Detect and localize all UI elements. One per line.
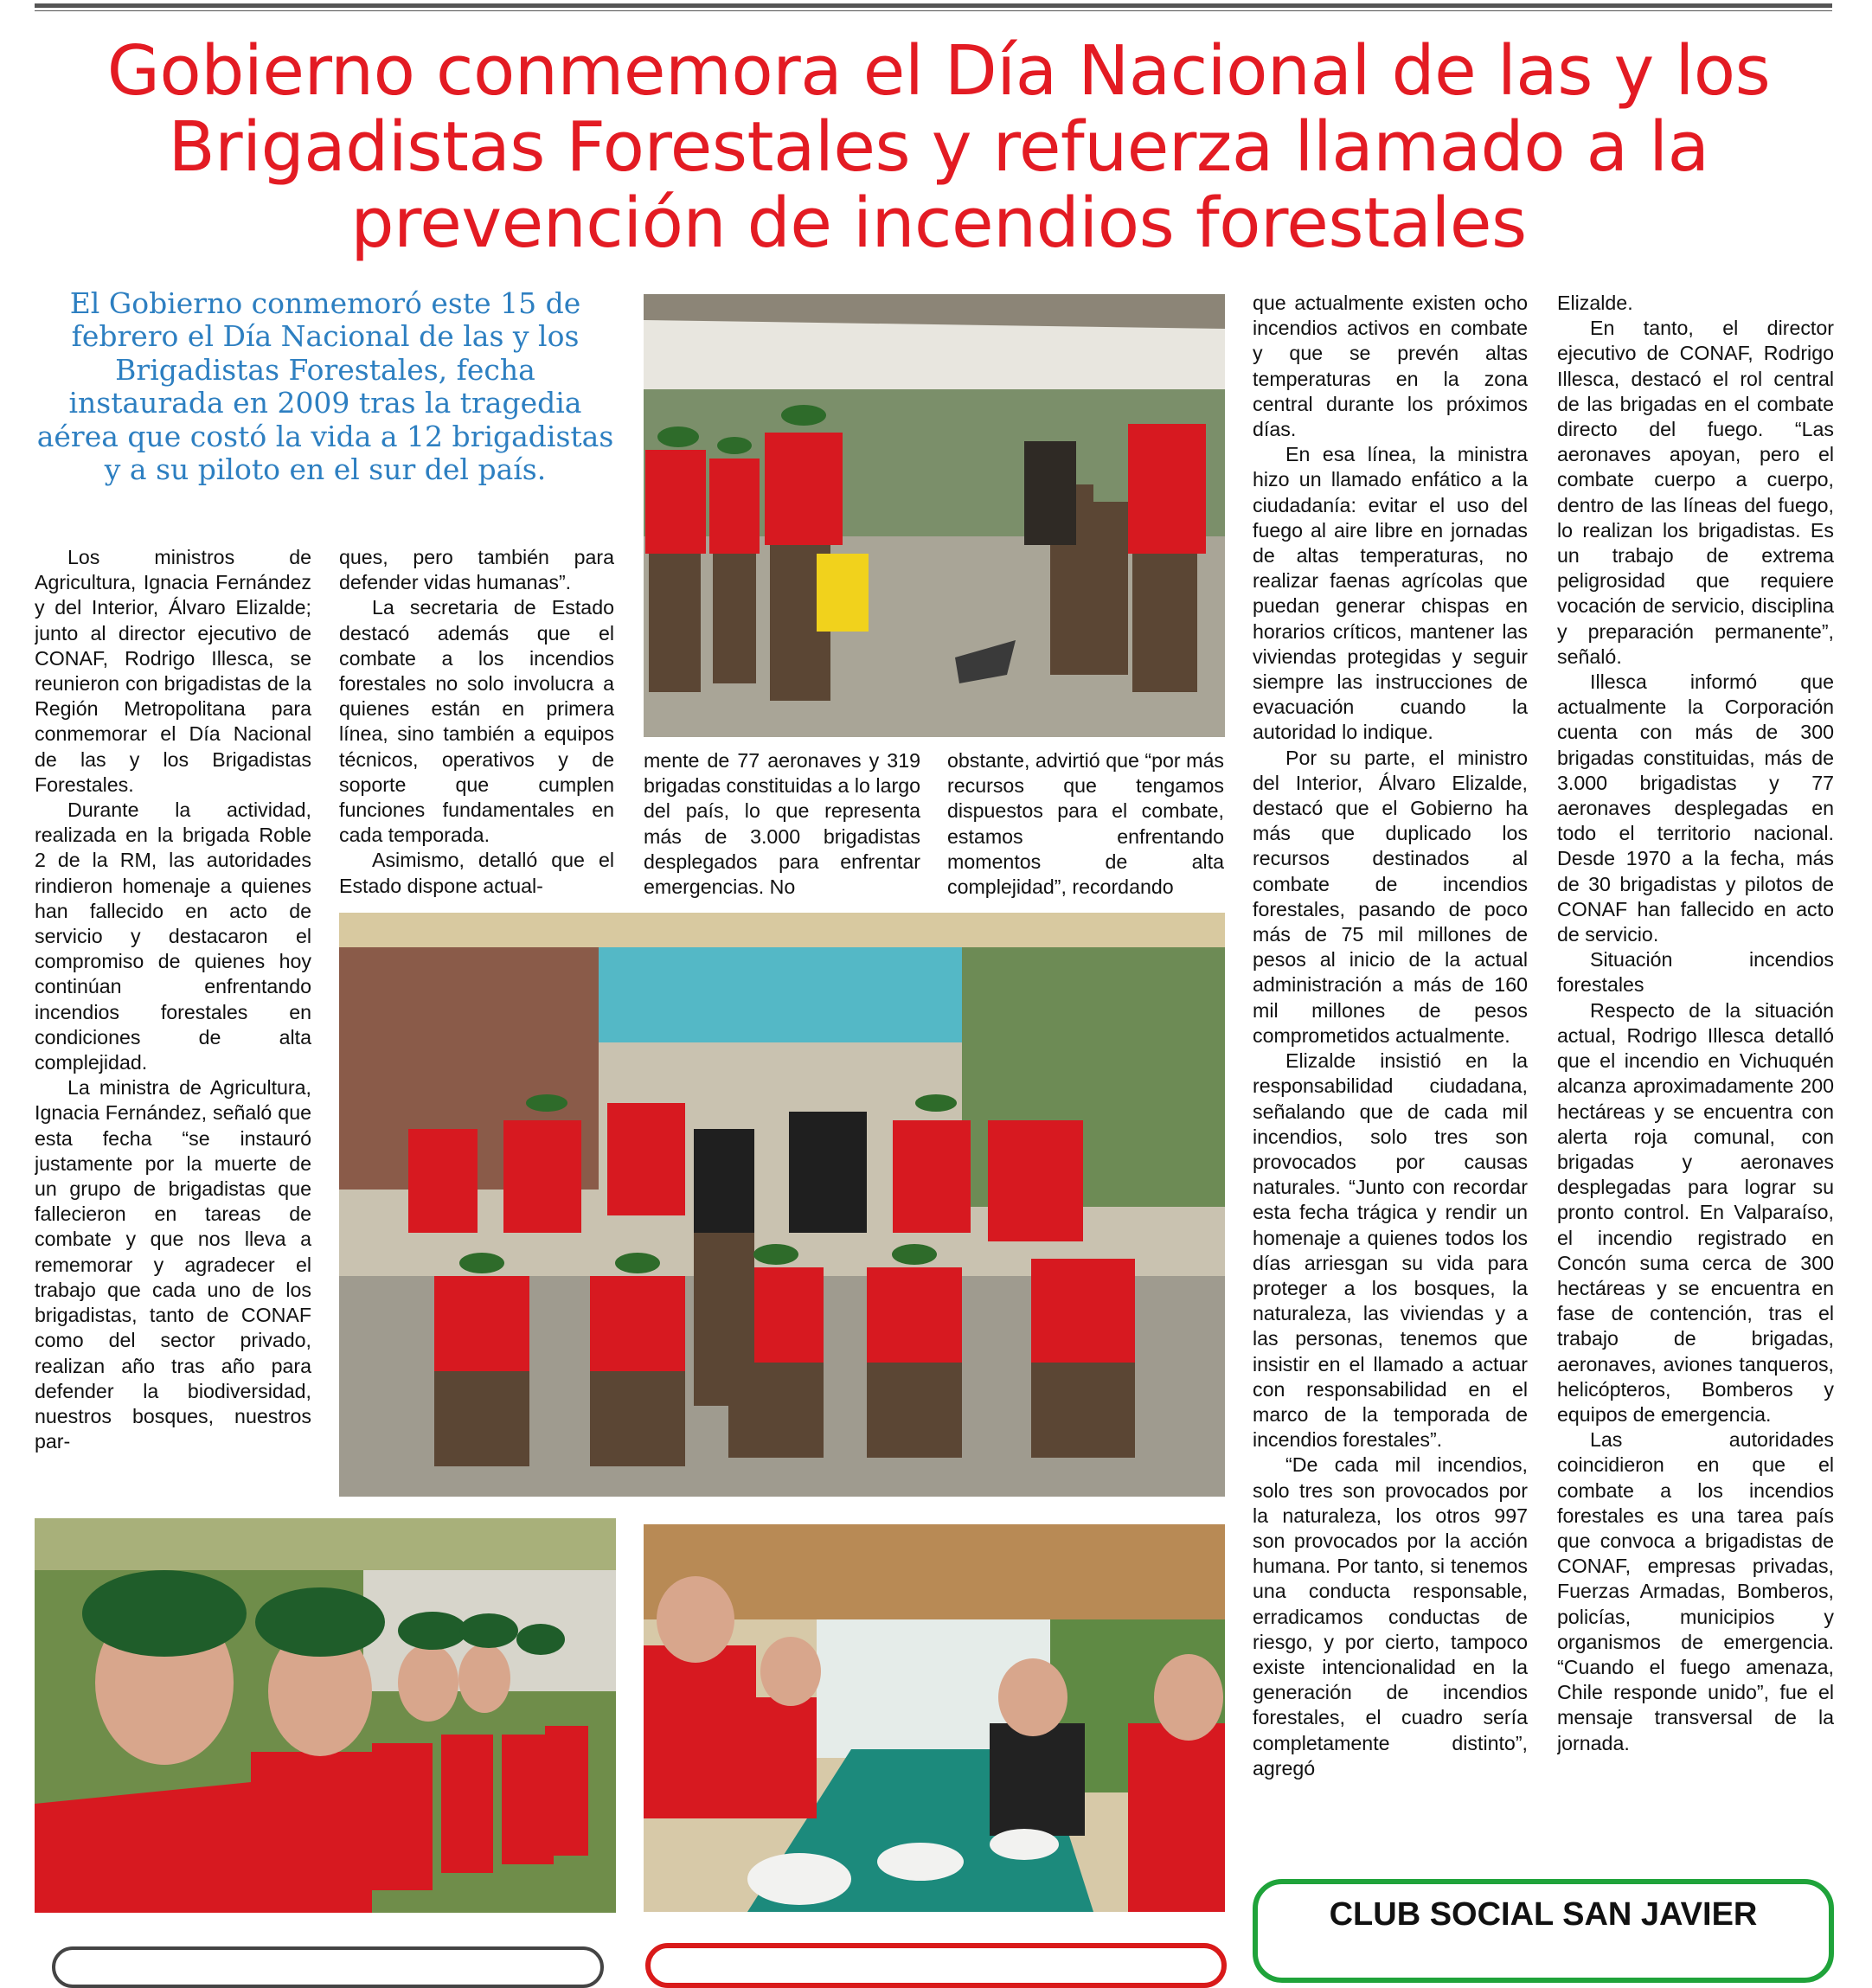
paragraph: obstante, advirtió que “por más recursos que tengamos dispuestos para el combate, estamos enfrentando momentos de alta complejidad”, recordando — [947, 749, 1224, 899]
paragraph: Situación incendios forestales — [1557, 948, 1834, 997]
ad-frame-left — [52, 1946, 604, 1988]
paragraph: Durante la actividad, realizada en la brigada Roble 2 de la RM, las autoridades rindieron homenaje a quienes han fallecido en acto de servicio y destacaron el compromiso de quienes hoy continúan enfrentando incendios forestales en condiciones de alta complejidad. — [35, 798, 311, 1074]
paragraph: Respecto de la situación actual, Rodrigo Illesca detalló que el incendio en Vichuquén alcanza aproximadamente 200 hectáreas y se encuentra con alerta roja comunal, con brigadas y aeronaves desplegadas para lograr su pronto control. En Valparaíso, el incendio registrado en Concón suma cerca de 300 hectáreas y se encuentra en fase de contención, tras el trabajo de brigadas, aeronaves, aviones tanqueros, helicópteros, Bomberos y equipos de emergencia. — [1557, 998, 1834, 1426]
paragraph: Por su parte, el ministro del Interior, Álvaro Elizalde, destacó que el Gobierno ha más que duplicado los recursos destinados al combate de incendios forestales, pasando de poco más de 75 mil millones de pesos al inicio de la actual administración a más de 160 mil millones de pesos comprometidos actualmente. — [1253, 746, 1528, 1047]
top-rule-thin — [35, 10, 1832, 11]
paragraph: En tanto, el director ejecutivo de CONAF, Rodrigo Illesca, destacó el rol central de las brigadas en el combate directo del fuego. “Las aeronaves apoyan, pero el combate cuerpo a cuerpo, dentro de las líneas del fuego, lo realizan los brigadistas. Es un trabajo de extrema peligrosidad que requiere vocación de servicio, disciplina y preparación permanente”, señaló. — [1557, 317, 1834, 668]
paragraph: La ministra de Agricultura, Ignacia Fernández, señaló que esta fecha “se instauró justamente por la muerte de un grupo de brigadistas que fallecieron en tareas de combate y que nos lleva a rememorar y agradecer el trabajo que cada uno de los brigadistas, tanto de CONAF como del sector privado, realizan año tras año para defender la biodiversidad, nuestros bosques, nuestros par- — [35, 1076, 311, 1453]
paragraph: Las autoridades coincidieron en que el combate a los incendios forestales es una tarea país que convoca a brigadistas de CONAF, empresas privadas, Fuerzas Armadas, Bomberos, policías, municipios y organismos de emergencia. “Cuando el fuego amenaza, Chile responde unido”, fue el mensaje transversal de la jornada. — [1557, 1428, 1834, 1754]
headline — [52, 33, 1825, 261]
club-title: CLUB SOCIAL SAN JAVIER — [1329, 1896, 1758, 1933]
article-column-5 — [1253, 291, 1528, 1865]
headline-line: Brigadistas Forestales y refuerza llamado a la — [168, 107, 1709, 187]
article-column-6 — [1557, 291, 1834, 1848]
paragraph: que actualmente existen ocho incendios activos en combate y que se prevén altas temperaturas en la zona central durante los próximos días. — [1253, 292, 1528, 441]
article-column-3 — [644, 748, 920, 904]
paragraph: En esa línea, la ministra hizo un llamado enfático a la ciudadanía: evitar el uso del fuego al aire libre en jornadas de altas temperaturas, no realizar faenas agrícolas que puedan generar chispas en horarios críticos, mantener las viviendas protegidas y seguir siempre las instrucciones de evacuación cuando la autoridad lo indique. — [1253, 443, 1528, 744]
photo-group — [339, 913, 1225, 1497]
photo-tools-inspection — [644, 294, 1225, 737]
paragraph: Los ministros de Agricultura, Ignacia Fernández y del Interior, Álvaro Elizalde; junto al director ejecutivo de CONAF, Rodrigo Illesca, se reunieron con brigadistas de la Región Metropolitana para conmemorar el Día Nacional de las y los Brigadistas Forestales. — [35, 546, 311, 796]
club-social-ad — [1253, 1879, 1834, 1983]
article-column-1 — [35, 545, 311, 1488]
photo-breakfast-table — [644, 1524, 1225, 1912]
paragraph: “De cada mil incendios, solo tres son provocados por la naturaleza, los otros 997 son provocados por la acción humana. Por tanto, si tenemos una conducta responsable, erradicamos conductas de riesgo, y por cierto, tampoco existe intencionalidad en la generación de incendios forestales, el cuadro sería completamente distinto”, agregó — [1253, 1453, 1528, 1780]
paragraph: Illesca informó que actualmente la Corporación cuenta con más de 300 brigadas constituidas, más de 3.000 brigadistas y 77 aeronaves desplegadas en todo el territorio nacional. Desde 1970 a la fecha, más de 30 brigadistas y pilotos de CONAF han fallecido en acto de servicio. — [1557, 670, 1834, 946]
article-column-2 — [339, 545, 614, 900]
top-rule — [35, 3, 1832, 8]
ad-frame-middle — [645, 1943, 1227, 1988]
lead-paragraph: El Gobierno conmemoró este 15 de febrero el Día Nacional de las y los Brigadistas Forestales, fecha instaurada en 2009 tras la tragedia aérea que costó la vida a 12 brigadistas y a su piloto en el sur del país. — [36, 286, 614, 487]
photo-brigadistas-line — [35, 1518, 616, 1913]
article-column-4 — [947, 748, 1224, 904]
paragraph: Elizalde. — [1557, 292, 1633, 314]
paragraph: Elizalde insistió en la responsabilidad ciudadana, señalando que de cada mil incendios, solo tres son provocados por causas naturales. “Junto con recordar esta fecha trágica y rendir un homenaje a quienes todos los días arriesgan su vida para proteger a los bosques, la naturaleza, las viviendas y a las personas, tenemos que insistir en el llamado a actuar con responsabilidad en el marco de la temporada de incendios forestales”. — [1253, 1049, 1528, 1452]
headline-line: prevención de incendios forestales — [350, 183, 1527, 263]
headline-line: Gobierno conmemora el Día Nacional de las y los — [106, 31, 1771, 111]
paragraph: ques, pero también para defender vidas humanas”. — [339, 546, 614, 594]
paragraph: mente de 77 aeronaves y 319 brigadas constituidas a lo largo del país, lo que representa más de 3.000 brigadistas desplegados para enfrentar emergencias. No — [644, 749, 920, 899]
paragraph: La secretaria de Estado destacó además que el combate a los incendios forestales no solo involucra a quienes están en primera línea, sino también a equipos técnicos, operativos y de soporte que cumplen funciones fundamentales en cada temporada. — [339, 596, 614, 847]
paragraph: Asimismo, detalló que el Estado dispone actual- — [339, 849, 614, 897]
